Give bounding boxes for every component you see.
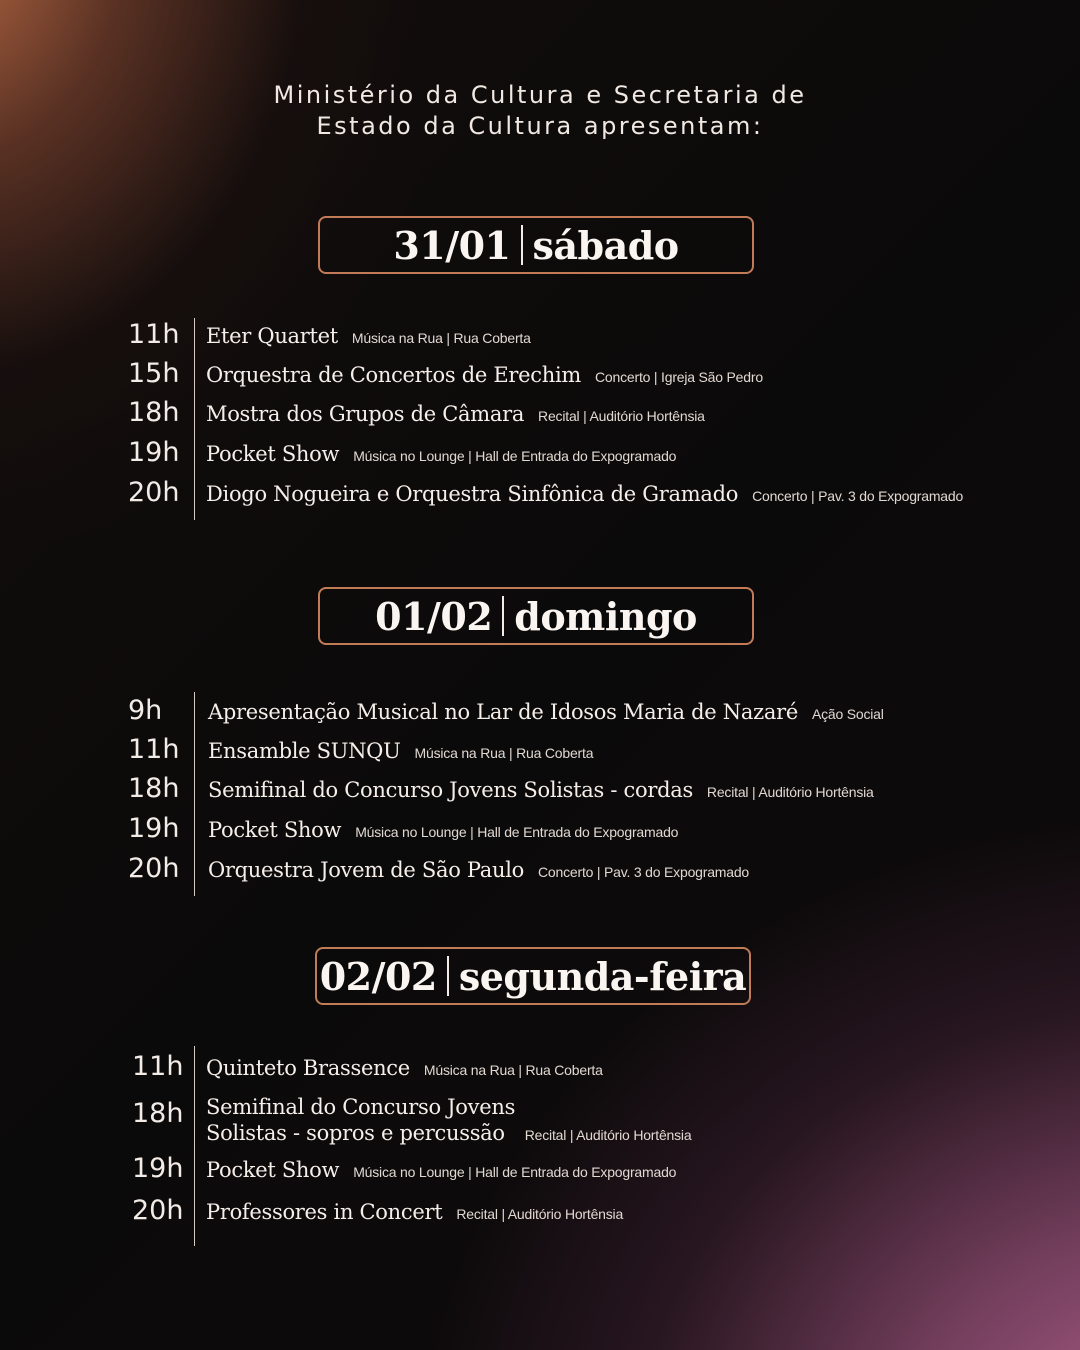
event-row: [0, 1046, 1080, 1086]
event-info: Concerto | Pav. 3 do Expogramado: [538, 864, 750, 880]
day-separator: [521, 225, 523, 265]
event-time: 20h: [132, 1195, 184, 1226]
event-time: 18h: [132, 1098, 184, 1129]
event-info: Ação Social: [811, 706, 884, 722]
day-separator: [447, 956, 449, 996]
event-time: 19h: [132, 1153, 184, 1184]
event-info: Música no Lounge | Hall de Entrada do Expogramado: [353, 448, 677, 464]
event-title-line-1: Semifinal do Concurso Jovens: [206, 1095, 516, 1119]
event-title: Diogo Nogueira e Orquestra Sinfônica de Gramado: [206, 482, 739, 506]
event-title: Pocket Show: [206, 1158, 340, 1182]
event-time: 20h: [128, 477, 180, 508]
intro-line-1: Ministério da Cultura e Secretaria de: [273, 81, 807, 109]
event-title: Pocket Show: [206, 442, 340, 466]
event-time: 11h: [128, 319, 180, 350]
event-row: [0, 1190, 1080, 1230]
event-info: Música no Lounge | Hall de Entrada do Expogramado: [355, 824, 679, 840]
event-time: 18h: [128, 773, 180, 804]
day-date: 02/02: [319, 953, 437, 999]
day-header-1: [318, 216, 754, 274]
day-date: 31/01: [393, 222, 511, 268]
event-info: Recital | Auditório Hortênsia: [456, 1206, 624, 1222]
day-weekday: segunda-feira: [458, 953, 747, 999]
event-row: [0, 432, 1080, 472]
event-row: [0, 768, 1080, 808]
event-title: Professores in Concert: [206, 1200, 443, 1224]
event-time: 15h: [128, 358, 180, 389]
event-title: Quinteto Brassence: [206, 1056, 410, 1080]
event-title: Semifinal do Concurso Jovens Solistas - cordas: [208, 778, 693, 802]
event-row: [0, 848, 1080, 888]
event-title: Mostra dos Grupos de Câmara: [206, 402, 525, 426]
day-weekday: domingo: [514, 593, 697, 639]
event-info: Concerto | Igreja São Pedro: [595, 369, 763, 385]
event-time: 11h: [128, 734, 180, 765]
event-info: Música no Lounge | Hall de Entrada do Expogramado: [353, 1164, 677, 1180]
event-row: [0, 1148, 1080, 1188]
event-info: Música na Rua | Rua Coberta: [414, 745, 594, 761]
event-info: Recital | Auditório Hortênsia: [524, 1127, 692, 1143]
event-time: 19h: [128, 437, 180, 468]
event-time: 19h: [128, 813, 180, 844]
day-date: 01/02: [375, 593, 493, 639]
day-separator: [502, 596, 504, 636]
event-title: Orquestra Jovem de São Paulo: [208, 858, 525, 882]
event-title-line-2: [206, 1120, 691, 1148]
event-title: Pocket Show: [208, 818, 342, 842]
intro-line-2: Estado da Cultura apresentam:: [316, 112, 764, 140]
event-time: 20h: [128, 853, 180, 884]
intro-text: [0, 80, 1080, 142]
event-info: Recital | Auditório Hortênsia: [706, 784, 874, 800]
event-row: [0, 353, 1080, 393]
day-header-2: [318, 587, 754, 645]
event-row: [0, 314, 1080, 354]
event-title: Eter Quartet: [206, 324, 338, 348]
day-weekday: sábado: [532, 222, 679, 268]
day-header-3: [315, 947, 751, 1005]
event-info: Música na Rua | Rua Coberta: [423, 1062, 603, 1078]
event-info: Música na Rua | Rua Coberta: [351, 330, 531, 346]
event-row: [0, 392, 1080, 432]
event-info: Recital | Auditório Hortênsia: [538, 408, 705, 424]
event-time: 9h: [128, 695, 163, 726]
event-info: Concerto | Pav. 3 do Expogramado: [752, 488, 964, 504]
event-title: Apresentação Musical no Lar de Idosos Maria de Nazaré: [208, 700, 798, 724]
event-title: Orquestra de Concertos de Erechim: [206, 363, 582, 387]
event-title-multiline: [206, 1094, 691, 1148]
event-title-line-2-text: Solistas - sopros e percussão: [206, 1121, 505, 1145]
event-row: [0, 690, 1080, 730]
event-row: [0, 729, 1080, 769]
event-title: Ensamble SUNQU: [208, 739, 401, 763]
event-time: 11h: [132, 1051, 184, 1082]
event-row: [0, 808, 1080, 848]
event-time: 18h: [128, 397, 180, 428]
event-row: [0, 472, 1080, 512]
